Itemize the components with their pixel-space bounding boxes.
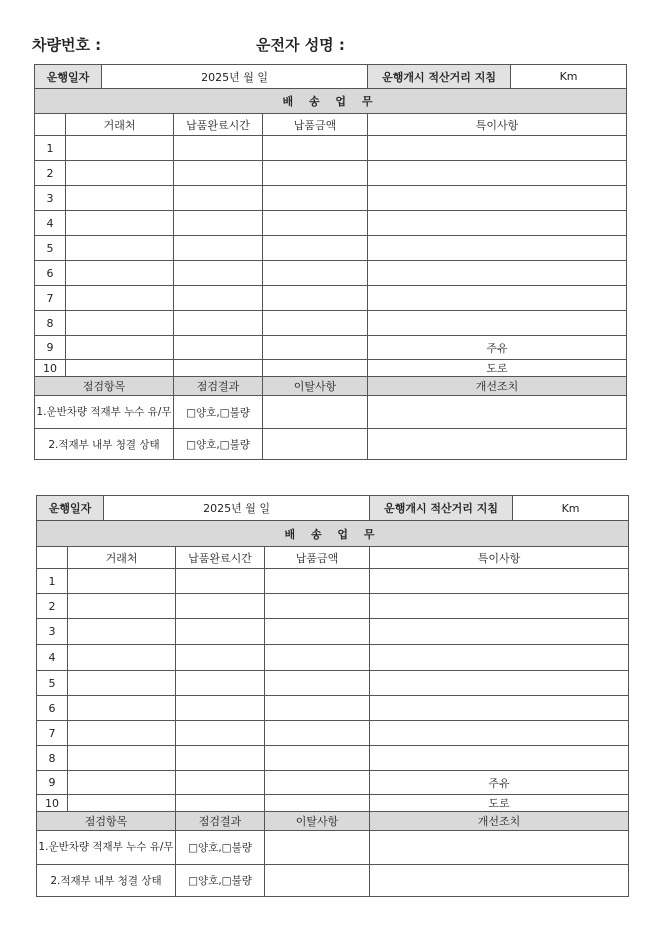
notes-cell[interactable]: 주유 — [370, 771, 629, 795]
client-cell[interactable] — [68, 771, 176, 795]
corrective-action-cell[interactable] — [370, 831, 629, 865]
column-header-client: 거래처 — [66, 114, 174, 136]
client-cell[interactable] — [66, 336, 174, 360]
inspection-item: 1.운반차량 적재부 누수 유/무 — [37, 831, 176, 865]
client-cell[interactable] — [66, 236, 174, 261]
client-cell[interactable] — [66, 161, 174, 186]
table-row — [35, 336, 627, 360]
row-number: 10 — [35, 360, 66, 377]
amount-cell[interactable] — [263, 286, 368, 311]
amount-cell[interactable] — [265, 795, 370, 812]
row-number: 8 — [35, 311, 66, 336]
number-header — [37, 547, 68, 569]
row-number: 3 — [37, 619, 68, 645]
notes-cell[interactable] — [368, 311, 627, 336]
notes-cell[interactable] — [370, 645, 629, 671]
delivery-time-cell[interactable] — [174, 211, 263, 236]
number-header — [35, 114, 66, 136]
table-row — [35, 211, 627, 236]
row-number: 1 — [37, 569, 68, 594]
client-cell[interactable] — [68, 594, 176, 619]
row-number: 6 — [35, 261, 66, 286]
notes-cell[interactable]: 도로 — [370, 795, 629, 812]
column-header-delivery-time: 납품완료시간 — [176, 547, 265, 569]
table-row — [37, 721, 629, 746]
notes-cell[interactable] — [370, 671, 629, 696]
notes-cell[interactable] — [368, 136, 627, 161]
corrective-action-cell[interactable] — [370, 865, 629, 897]
amount-cell[interactable] — [263, 336, 368, 360]
amount-cell[interactable] — [263, 186, 368, 211]
amount-cell[interactable] — [263, 136, 368, 161]
odometer-unit: Km — [513, 496, 629, 521]
table-row — [37, 569, 629, 594]
table-row — [37, 795, 629, 812]
corrective-action-cell[interactable] — [368, 396, 627, 429]
delivery-time-cell[interactable] — [174, 236, 263, 261]
client-cell[interactable] — [68, 721, 176, 746]
notes-cell[interactable] — [368, 261, 627, 286]
client-cell[interactable] — [68, 619, 176, 645]
inspection-item: 1.운반차량 적재부 누수 유/무 — [35, 396, 174, 429]
amount-cell[interactable] — [265, 721, 370, 746]
table-row — [35, 186, 627, 211]
notes-cell[interactable] — [370, 569, 629, 594]
amount-cell[interactable] — [263, 236, 368, 261]
notes-cell[interactable] — [368, 236, 627, 261]
date-value: 2025년 월 일 — [102, 65, 368, 89]
client-cell[interactable] — [68, 795, 176, 812]
client-cell[interactable] — [68, 671, 176, 696]
amount-cell[interactable] — [263, 211, 368, 236]
client-cell[interactable] — [66, 311, 174, 336]
column-header-notes: 특이사항 — [370, 547, 629, 569]
deviation-cell[interactable] — [265, 831, 370, 865]
inspection-header-action: 개선조치 — [370, 812, 629, 831]
amount-cell[interactable] — [265, 696, 370, 721]
column-header-notes: 특이사항 — [368, 114, 627, 136]
client-cell[interactable] — [66, 136, 174, 161]
notes-cell[interactable] — [370, 721, 629, 746]
delivery-time-cell[interactable] — [176, 569, 265, 594]
delivery-time-cell[interactable] — [174, 336, 263, 360]
deviation-cell[interactable] — [263, 396, 368, 429]
inspection-header-item: 점검항목 — [37, 812, 176, 831]
client-cell[interactable] — [66, 360, 174, 377]
table-row — [35, 286, 627, 311]
delivery-time-cell[interactable] — [176, 696, 265, 721]
notes-cell[interactable] — [370, 746, 629, 771]
amount-cell[interactable] — [265, 569, 370, 594]
date-label: 운행일자 — [37, 496, 104, 521]
notes-cell[interactable] — [368, 286, 627, 311]
delivery-time-cell[interactable] — [174, 261, 263, 286]
inspection-row — [35, 396, 627, 429]
column-header-delivery-time: 납품완료시간 — [174, 114, 263, 136]
delivery-time-cell[interactable] — [176, 594, 265, 619]
table-row — [37, 619, 629, 645]
delivery-time-cell[interactable] — [176, 619, 265, 645]
table-row — [35, 311, 627, 336]
amount-cell[interactable] — [263, 161, 368, 186]
delivery-time-cell[interactable] — [176, 746, 265, 771]
driver-name-label: 운전자 성명 : — [256, 36, 345, 54]
inspection-row — [37, 865, 629, 897]
delivery-log-form-2 — [36, 495, 629, 897]
amount-cell[interactable] — [263, 261, 368, 286]
table-row — [37, 771, 629, 795]
section-title: 배 송 업 무 — [35, 89, 627, 114]
notes-cell[interactable] — [368, 186, 627, 211]
notes-cell[interactable]: 주유 — [368, 336, 627, 360]
vehicle-number-label: 차량번호 : — [32, 36, 102, 54]
notes-cell[interactable]: 도로 — [368, 360, 627, 377]
amount-cell[interactable] — [263, 360, 368, 377]
amount-cell[interactable] — [265, 645, 370, 671]
amount-cell[interactable] — [265, 746, 370, 771]
column-header-client: 거래처 — [68, 547, 176, 569]
inspection-result-checkbox[interactable]: □양호,□불량 — [176, 831, 265, 865]
table-row — [35, 236, 627, 261]
odometer-label: 운행개시 적산거리 지침 — [368, 65, 511, 89]
inspection-result-checkbox[interactable]: □양호,□불량 — [174, 396, 263, 429]
client-cell[interactable] — [66, 186, 174, 211]
column-header-amount: 납품금액 — [263, 114, 368, 136]
table-row — [35, 161, 627, 186]
client-cell[interactable] — [68, 569, 176, 594]
row-number: 5 — [37, 671, 68, 696]
row-number: 9 — [35, 336, 66, 360]
amount-cell[interactable] — [263, 311, 368, 336]
inspection-row — [35, 429, 627, 460]
inspection-header-action: 개선조치 — [368, 377, 627, 396]
corrective-action-cell[interactable] — [368, 429, 627, 460]
row-number: 3 — [35, 186, 66, 211]
delivery-time-cell[interactable] — [174, 311, 263, 336]
row-number: 5 — [35, 236, 66, 261]
delivery-time-cell[interactable] — [176, 721, 265, 746]
inspection-header-item: 점검항목 — [35, 377, 174, 396]
notes-cell[interactable] — [370, 696, 629, 721]
amount-cell[interactable] — [265, 619, 370, 645]
client-cell[interactable] — [68, 696, 176, 721]
client-cell[interactable] — [68, 746, 176, 771]
inspection-item: 2.적재부 내부 청결 상태 — [35, 429, 174, 460]
inspection-header-result: 점검결과 — [174, 377, 263, 396]
delivery-time-cell[interactable] — [174, 136, 263, 161]
amount-cell[interactable] — [265, 671, 370, 696]
row-number: 7 — [37, 721, 68, 746]
notes-cell[interactable] — [370, 619, 629, 645]
row-number: 8 — [37, 746, 68, 771]
row-number: 10 — [37, 795, 68, 812]
row-number: 1 — [35, 136, 66, 161]
delivery-log-form-1 — [34, 64, 627, 460]
notes-cell[interactable] — [368, 161, 627, 186]
inspection-row — [37, 831, 629, 865]
column-header-amount: 납품금액 — [265, 547, 370, 569]
date-value: 2025년 월 일 — [104, 496, 370, 521]
odometer-label: 운행개시 적산거리 지침 — [370, 496, 513, 521]
delivery-time-cell[interactable] — [176, 771, 265, 795]
delivery-time-cell[interactable] — [174, 286, 263, 311]
client-cell[interactable] — [68, 645, 176, 671]
inspection-header-deviation: 이탈사항 — [263, 377, 368, 396]
notes-cell[interactable] — [370, 594, 629, 619]
row-number: 7 — [35, 286, 66, 311]
client-cell[interactable] — [66, 261, 174, 286]
amount-cell[interactable] — [265, 771, 370, 795]
row-number: 4 — [37, 645, 68, 671]
odometer-unit: Km — [511, 65, 627, 89]
notes-cell[interactable] — [368, 211, 627, 236]
row-number: 2 — [35, 161, 66, 186]
delivery-time-cell[interactable] — [176, 645, 265, 671]
deviation-cell[interactable] — [265, 865, 370, 897]
delivery-time-cell[interactable] — [176, 671, 265, 696]
delivery-time-cell[interactable] — [176, 795, 265, 812]
inspection-item: 2.적재부 내부 청결 상태 — [37, 865, 176, 897]
table-row — [37, 594, 629, 619]
deviation-cell[interactable] — [263, 429, 368, 460]
inspection-result-checkbox[interactable]: □양호,□불량 — [176, 865, 265, 897]
date-label: 운행일자 — [35, 65, 102, 89]
inspection-header-deviation: 이탈사항 — [265, 812, 370, 831]
amount-cell[interactable] — [265, 594, 370, 619]
row-number: 4 — [35, 211, 66, 236]
table-row — [35, 136, 627, 161]
table-row — [35, 360, 627, 377]
inspection-header-result: 점검결과 — [176, 812, 265, 831]
client-cell[interactable] — [66, 211, 174, 236]
table-row — [37, 671, 629, 696]
table-row — [35, 261, 627, 286]
delivery-time-cell[interactable] — [174, 186, 263, 211]
delivery-time-cell[interactable] — [174, 360, 263, 377]
table-row — [37, 746, 629, 771]
table-row — [37, 696, 629, 721]
delivery-time-cell[interactable] — [174, 161, 263, 186]
row-number: 6 — [37, 696, 68, 721]
table-row — [37, 645, 629, 671]
section-title: 배 송 업 무 — [37, 521, 629, 547]
inspection-result-checkbox[interactable]: □양호,□불량 — [174, 429, 263, 460]
row-number: 9 — [37, 771, 68, 795]
client-cell[interactable] — [66, 286, 174, 311]
row-number: 2 — [37, 594, 68, 619]
